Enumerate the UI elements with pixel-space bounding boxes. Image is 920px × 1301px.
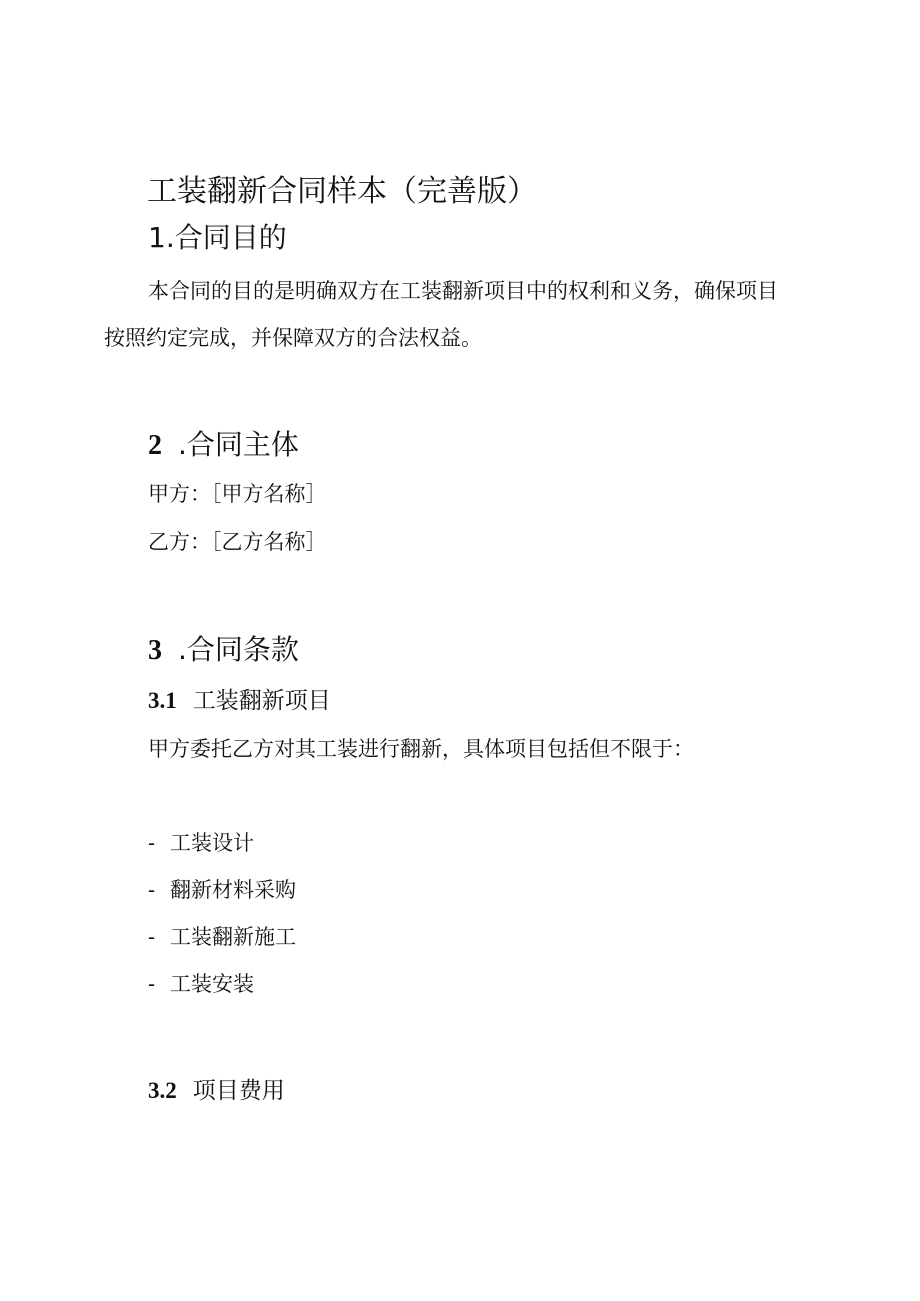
section-3-title: .合同条款 [178, 633, 299, 666]
subsection-3-2-heading [148, 1079, 285, 1103]
list-item [148, 974, 254, 995]
subsection-3-1-title: 工装翻新项目 [192, 688, 331, 714]
list-item [148, 833, 254, 854]
section-1-heading: 1.合同目的 [148, 221, 287, 254]
bullet-dash: - [148, 831, 156, 855]
section-3-heading [148, 633, 299, 666]
party-a-line: 甲方：［甲方名称］ [148, 482, 327, 506]
document-title: 工装翻新合同样本（完善版） [147, 174, 537, 209]
section-2-number: 2 [148, 430, 162, 461]
bullet-dash: - [148, 925, 156, 949]
section-2-title: .合同主体 [178, 428, 299, 461]
bullet-dash: - [148, 972, 156, 996]
list-item [148, 927, 296, 948]
section-1-paragraph-line-2: 按照约定完成，并保障双方的合法权益。 [104, 326, 482, 350]
list-item-text: 工装设计 [170, 831, 254, 855]
list-item [148, 880, 296, 901]
list-item-text: 翻新材料采购 [170, 878, 296, 902]
subsection-3-1-number: 3.1 [148, 688, 177, 713]
subsection-3-1-heading [148, 689, 331, 713]
party-b-line: 乙方：［乙方名称］ [148, 530, 327, 554]
list-item-text: 工装安装 [170, 972, 254, 996]
section-3-number: 3 [148, 635, 162, 666]
subsection-3-2-number: 3.2 [148, 1078, 177, 1103]
subsection-3-2-title: 项目费用 [192, 1078, 285, 1104]
section-1-paragraph-line-1: 本合同的目的是明确双方在工装翻新项目中的权利和义务，确保项目 [148, 279, 778, 303]
section-2-heading [148, 428, 299, 461]
subsection-3-1-intro: 甲方委托乙方对其工装进行翻新，具体项目包括但不限于： [148, 737, 694, 761]
list-item-text: 工装翻新施工 [170, 925, 296, 949]
bullet-dash: - [148, 878, 156, 902]
